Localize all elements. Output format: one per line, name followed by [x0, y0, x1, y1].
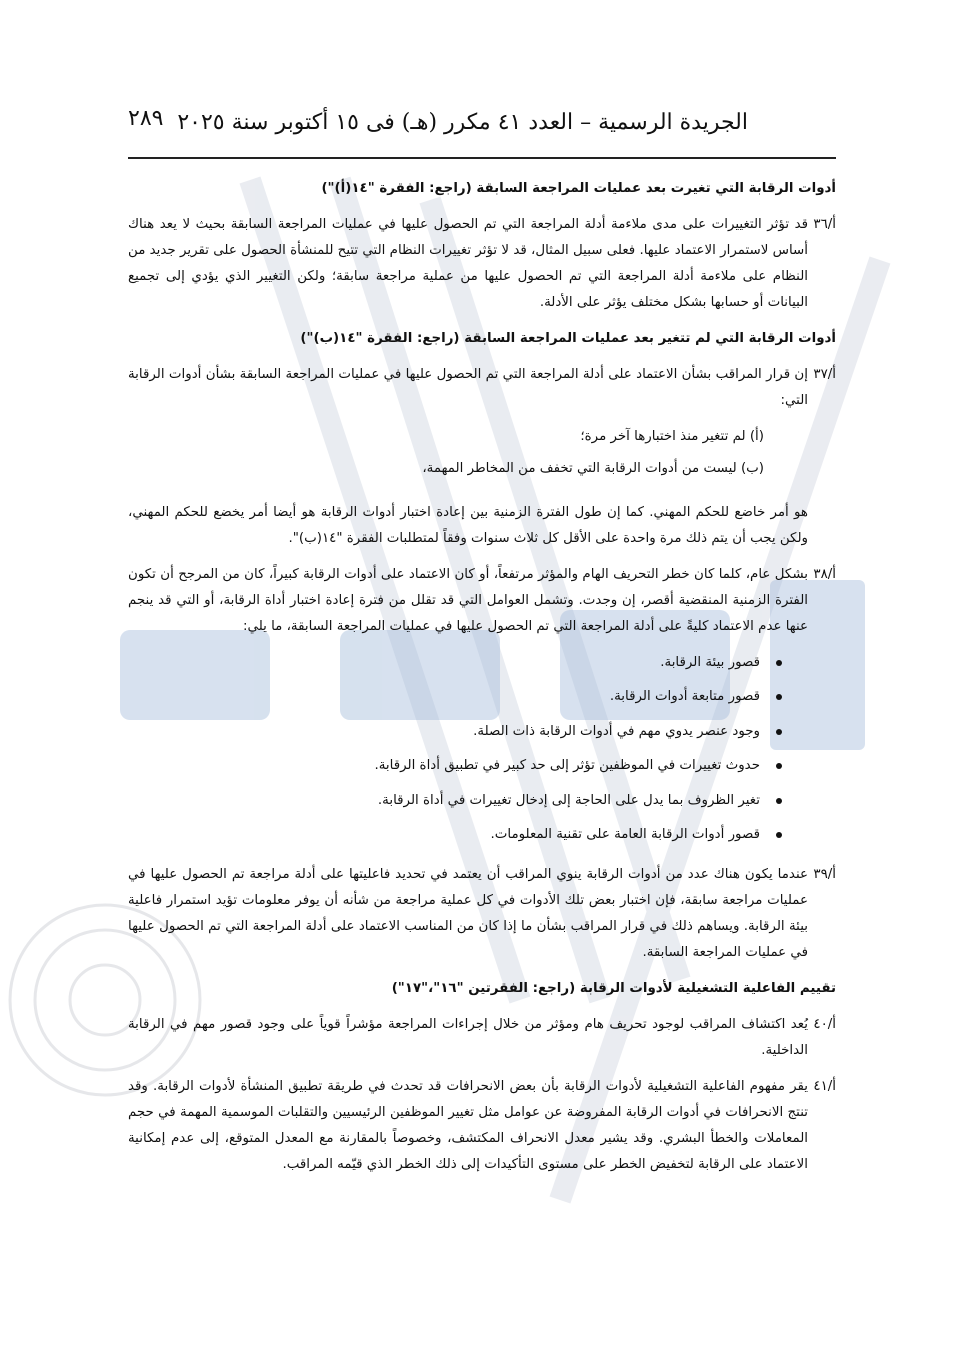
sub-item: (ب) ليست من أدوات الرقابة التي تخفف من المخاطر المهمة،: [422, 461, 764, 476]
paragraph-text: يُعد اكتشاف المراقب لوجود تحريف هام ومؤثر من خلال إجراءات المراجعة مؤشراً قوياً على وجود قصور مهم في الرقابة الداخلية.: [128, 1016, 808, 1058]
bullet-item: قصور بيئة الرقابة.: [128, 650, 760, 676]
paragraph-number: أ/٣٦: [813, 217, 836, 232]
paragraph-text: عندما يكون هناك عدد من أدوات الرقابة ينوي المراقب أن يعتمد في تحديد فاعليتها على أدلة مراجعة تم الحصول عليها في عمليات مراجعة سابقة، فإن اختبار بعض تلك الأدوات في كل عملية مراجعة من شأنه أن يوفر معلومات تؤيد استمرار فاعلية بيئة الرقابة. ويساهم ذلك في قرار المراقب بشأن ما إذا كان من المناسب الاعتماد على أدلة المراجعة التي تم الحصول عليها في عمليات المراجعة السابقة.: [128, 866, 808, 960]
bullet-item: قصور متابعة أدوات الرقابة.: [128, 684, 760, 710]
paragraph-40: [128, 1012, 836, 1064]
paragraph-number: أ/٣٨: [813, 567, 836, 582]
paragraph-39: [128, 862, 836, 966]
paragraph-text: قد تؤثر التغييرات على مدى ملاءمة أدلة المراجعة التي تم الحصول عليها في عمليات المراجعة السابقة بحيث لا يعد هناك أساس لاستمرار الاعتماد عليها. فعلى سبيل المثال، قد لا تؤثر تغييرات النظام التي تتيح للمنشأة الحصول على تقرير جديد من النظام على ملاءمة أدلة المراجعة التي تم الحصول عليها من عملية مراجعة سابقة؛ ولكن التغيير الذي يؤدي إلى تجميع البيانات أو حسابها بشكل مختلف يؤثر على الأدلة.: [128, 217, 808, 310]
paragraph-number: أ/٤٠: [813, 1016, 836, 1032]
section-heading: تقييم الفاعلية التشغيلية لأدوات الرقابة (راجع: الفقرتين "١٦"،"١٧"): [391, 980, 836, 996]
header-rule: [128, 157, 836, 159]
bullet-item: قصور أدوات الرقابة العامة على تقنية المعلومات.: [128, 822, 760, 848]
paragraph-37: [128, 362, 836, 414]
bullet-item: وجود عنصر يدوي مهم في أدوات الرقابة ذات الصلة.: [128, 719, 760, 745]
paragraph-36: [128, 212, 836, 316]
paragraph-38: [128, 562, 836, 640]
sub-item: (أ) لم تتغير منذ اختبارها آخر مرة؛: [580, 429, 764, 444]
paragraph-number: أ/٣٧: [813, 367, 836, 382]
sub-list: [128, 424, 764, 482]
document-page: [128, 0, 836, 1360]
page-header: [128, 104, 836, 152]
paragraph-continuation: هو أمر خاضع للحكم المهني. كما إن طول الفترة الزمنية بين إعادة اختبار أدوات الرقابة هو أيضا أمر يخضع للحكم المهني، ولكن يجب أن يتم ذلك مرة واحدة على الأقل كل ثلاث سنوات وفقاً لمتطلبات الفقرة "١٤(ب)".: [128, 505, 808, 546]
bullet-list: [128, 650, 760, 848]
paragraph-text: إن قرار المراقب بشأن الاعتماد على أدلة المراجعة التي تم الحصول عليها في عمليات المراجعة السابقة بشأن أدوات الرقابة التي:: [128, 367, 808, 408]
document-body: [128, 176, 836, 1188]
section-heading: أدوات الرقابة التي لم تتغير بعد عمليات المراجعة السابقة (راجع: الفقرة "١٤(ب)"): [300, 331, 836, 346]
paragraph-text: بشكل عام، كلما كان خطر التحريف الهام والمؤثر مرتفعاً، أو كان الاعتماد على أدوات الرقابة كبيراً، كان من المرجح أن تكون الفترة الزمنية المنقضية أقصر، إن وجدت. وتشمل العوامل التي قد تقلل من فترة إعادة اختبار أداة الرقابة، أو التي قد ينجم عنها عدم الاعتماد كليةً على أدلة المراجعة التي تم الحصول عليها في عمليات المراجعة السابقة، ما يلي:: [128, 567, 808, 634]
bullet-item: حدوث تغييرات في الموظفين تؤثر إلى حد كبير في تطبيق أداة الرقابة.: [128, 753, 760, 779]
gazette-title: الجريدة الرسمية – العدد ٤١ مكرر (هـ) فى ١٥ أكتوبر سنة ٢٠٢٥: [177, 110, 748, 135]
paragraph-number: أ/٤١: [813, 1078, 836, 1094]
page-number: ٢٨٩: [128, 106, 164, 131]
bullet-item: تغير الظروف بما يدل على الحاجة إلى إدخال تغييرات في أداة الرقابة.: [128, 788, 760, 814]
paragraph-text: يقر مفهوم الفاعلية التشغيلية لأدوات الرقابة بأن بعض الانحرافات قد تحدث في طريقة تطبيق المنشأة لأدوات الرقابة. وقد تنتج الانحرافات في أدوات الرقابة المفروضة عن عوامل مثل تغيير الموظفين الرئيسيين والتقلبات الموسمية المهمة في حجم المعاملات والخطأ البشري. وقد يشير معدل الانحراف المكتشف، وخصوصاً بالمقارنة مع المعدل المتوقع، إلى عدم إمكانية الاعتماد على الرقابة لتخفيض الخطر على مستوى التأكيدات إلى ذلك الخطر الذي قيّمه المراقب.: [128, 1078, 808, 1172]
paragraph-41: [128, 1074, 836, 1178]
paragraph-number: أ/٣٩: [813, 866, 836, 882]
section-heading: أدوات الرقابة التي تغيرت بعد عمليات المراجعة السابقة (راجع: الفقرة "١٤(أ)"): [321, 181, 836, 196]
